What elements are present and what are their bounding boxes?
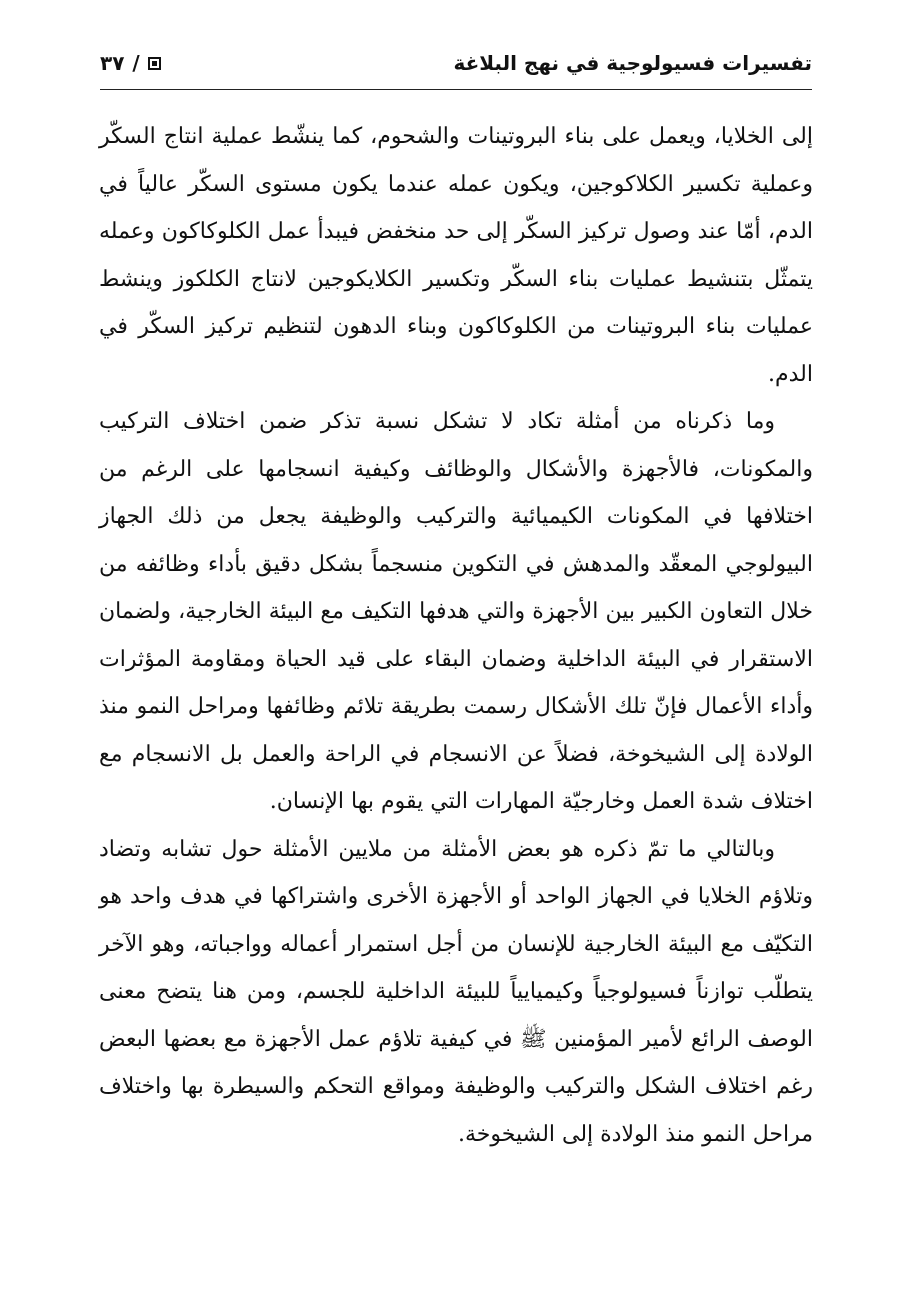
page-number-separator: / [132, 51, 140, 75]
paragraph-2: وما ذكرناه من أمثلة تكاد لا تشكل نسبة تذكر ضمن اختلاف التركيب والمكونات، فالأجهزة والأشكال والوظائف وكيفية انسجامها على الرغم من اختلافها في المكونات الكيميائية والتركيب والوظيفة يجعل من ذلك الجهاز البيولوجي المعقّد والمدهش في التكوين منسجماً بشكل دقيق بأداء وظائفه من خلال التعاون الكبير بين الأجهزة والتي هدفها التكيف مع البيئة الخارجية، ولضمان الاستقرار في البيئة الداخلية وضمان البقاء على قيد الحياة ومقاومة المؤثرات وأداء الأعمال فإنّ تلك الأشكال رسمت بطريقة تلائم وظائفها ومراحل النمو منذ الولادة إلى الشيخوخة، فضلاً عن الانسجام في الراحة والعمل بل الانسجام مع اختلاف شدة العمل وخارجيّة المهارات التي يقوم بها الإنسان. [99, 409, 813, 814]
page-header [100, 40, 812, 90]
header-rule [100, 89, 812, 90]
page-number: ٣٧ [100, 51, 125, 75]
body-text [99, 113, 813, 1158]
square-ornament-icon [148, 57, 161, 70]
page-number-group [100, 48, 161, 78]
running-title: تفسيرات فسيولوجية في نهج البلاغة [453, 51, 812, 75]
paragraph-1: إلى الخلايا، ويعمل على بناء البروتينات والشحوم، كما ينشّط عملية انتاج السكّر وعملية تكسير الكلاكوجين، ويكون عمله عندما يكون مستوى السكّر عالياً في الدم، أمّا عند وصول تركيز السكّر إلى حد منخفض فيبدأ عمل الكلوكاكون وعمله يتمثّل بتنشيط عمليات بناء السكّر وتكسير الكلايكوجين لانتاج الكلكوز وينشط عمليات بناء البروتينات من الكلوكاكون وبناء الدهون لتنظيم تركيز السكّر في الدم. [99, 124, 813, 387]
paragraph-3: وبالتالي ما تمّ ذكره هو بعض الأمثلة من ملايين الأمثلة حول تشابه وتضاد وتلاؤم الخلايا في الجهاز الواحد أو الأجهزة الأخرى واشتراكها في هدف واحد هو التكيّف مع البيئة الخارجية للإنسان من أجل استمرار أعماله وواجباته، وهو الآخر يتطلّب توازناً فسيولوجياً وكيميايياً للبيئة الداخلية للجسم، ومن هنا يتضح معنى الوصف الرائع لأمير المؤمنين ﷺ في كيفية تلاؤم عمل الأجهزة مع بعضها البعض رغم اختلاف الشكل والتركيب والوظيفة ومواقع التحكم والسيطرة بها واختلاف مراحل النمو منذ الولادة إلى الشيخوخة. [99, 836, 813, 1147]
